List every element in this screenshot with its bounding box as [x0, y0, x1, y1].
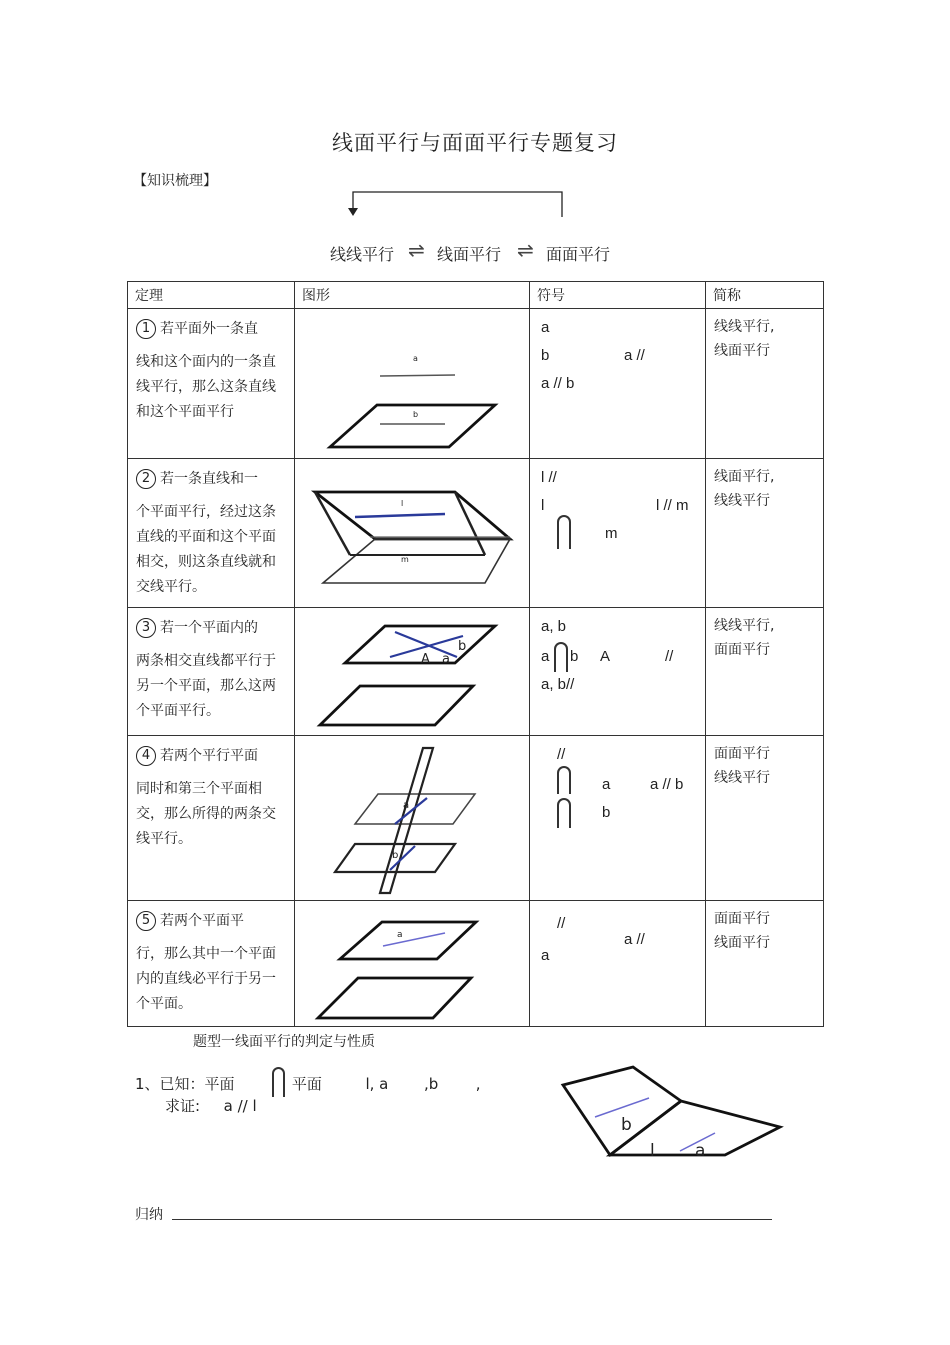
- symbol-cell: a b a // a // b: [530, 309, 706, 459]
- section-label: 【知识梳理】: [133, 173, 217, 189]
- circled-number: 4: [136, 746, 156, 766]
- theorem-figure: [295, 608, 530, 736]
- figure-label: a: [413, 354, 418, 363]
- flow-bracket-arrow: [340, 188, 580, 220]
- abbr-cell: 线面平行, 线线平行: [706, 459, 824, 608]
- intersect-icon: [272, 1067, 285, 1097]
- plane-edge: [315, 492, 350, 555]
- question-1-line-1: 1、已知：平面 平面 l, a ,b ,: [135, 1067, 481, 1097]
- line-l: [355, 514, 445, 517]
- table-row: [128, 736, 824, 901]
- theorem-text: 4 若两个平行平面 同时和第三个平面相交，那么所得的两条交线平行。: [128, 736, 295, 901]
- equilibrium-arrow-icon: ⇌: [517, 238, 534, 262]
- theorem-text: 1 若平面外一条直 线和这个面内的一条直线平行，那么这条直线和这个平面平行: [128, 309, 295, 459]
- theorem-figure: [295, 901, 530, 1027]
- figure-label: b: [621, 1115, 632, 1135]
- abbr-cell: 线线平行, 面面平行: [706, 608, 824, 736]
- figure-label: b: [413, 410, 419, 419]
- plane-shape: [563, 1067, 681, 1155]
- figure-label: l: [401, 499, 404, 508]
- flow-item-line-plane: 线面平行: [437, 245, 502, 264]
- conclusion-label: 归纳: [135, 1207, 163, 1223]
- column-header: 符号: [530, 282, 706, 309]
- table-row: [128, 459, 824, 608]
- symbol-cell: // a a // b b: [530, 736, 706, 901]
- equilibrium-arrow-icon: ⇌: [408, 238, 425, 262]
- table-row: [128, 608, 824, 736]
- column-header: 图形: [295, 282, 530, 309]
- intersect-icon: [557, 798, 571, 828]
- figure-label: m: [401, 555, 409, 564]
- theorem-figure: [295, 459, 530, 608]
- theorem-text: 3 若一个平面内的 两条相交直线都平行于另一个平面，那么这两个平面平行。: [128, 608, 295, 736]
- plane-edge: [455, 492, 485, 555]
- line-a: [380, 375, 455, 376]
- symbol-cell: // a // a: [530, 901, 706, 1027]
- line-a: [383, 933, 445, 946]
- figure-label: A: [421, 652, 430, 667]
- theorem-text: 2 若一条直线和一 个平面平行，经过这条直线的平面和这个平面相交，则这条直线就和交线平行。: [128, 459, 295, 608]
- symbol-cell: a, b a b A // a, b//: [530, 608, 706, 736]
- circled-number: 5: [136, 911, 156, 931]
- figure-label: a: [397, 930, 403, 940]
- intersect-icon: [557, 515, 571, 549]
- figure-label: a: [695, 1141, 706, 1161]
- circled-number: 3: [136, 618, 156, 638]
- figure-label: b: [392, 850, 399, 861]
- symbol-cell: l // l l // m m: [530, 459, 706, 608]
- table-header-row: [128, 282, 824, 309]
- theorem-figure: [295, 736, 530, 901]
- figure-label: a: [442, 652, 450, 667]
- table-row: [128, 309, 824, 459]
- column-header: 定理: [128, 282, 295, 309]
- circled-number: 1: [136, 319, 156, 339]
- flow-item-line-line: 线线平行: [330, 245, 395, 264]
- abbr-cell: 面面平行 线线平行: [706, 736, 824, 901]
- plane-shape: [323, 539, 510, 583]
- abbr-cell: 面面平行 线面平行: [706, 901, 824, 1027]
- intersect-icon: [554, 642, 568, 672]
- question-1-figure: [555, 1055, 790, 1165]
- page-title: 线面平行与面面平行专题复习: [332, 131, 618, 155]
- theorem-table: [127, 281, 824, 1027]
- flow-item-plane-plane: 面面平行: [546, 245, 611, 264]
- figure-label: b: [458, 639, 467, 654]
- question-type-heading: 题型一线面平行的判定与性质: [193, 1034, 375, 1050]
- figure-label: l: [650, 1141, 655, 1161]
- theorem-figure: [295, 309, 530, 459]
- table-row: [128, 901, 824, 1027]
- figure-label: a: [403, 800, 410, 811]
- answer-underline[interactable]: [172, 1219, 772, 1220]
- plane-shape: [318, 978, 471, 1018]
- abbr-cell: 线线平行, 线面平行: [706, 309, 824, 459]
- column-header: 简称: [706, 282, 824, 309]
- plane-shape: [320, 686, 473, 725]
- theorem-text: 5 若两个平面平 行，那么其中一个平面内的直线必平行于另一个平面。: [128, 901, 295, 1027]
- circled-number: 2: [136, 469, 156, 489]
- question-1-line-2: 求证: a // l: [165, 1097, 257, 1115]
- intersect-icon: [557, 766, 571, 794]
- plane-shape: [345, 626, 495, 663]
